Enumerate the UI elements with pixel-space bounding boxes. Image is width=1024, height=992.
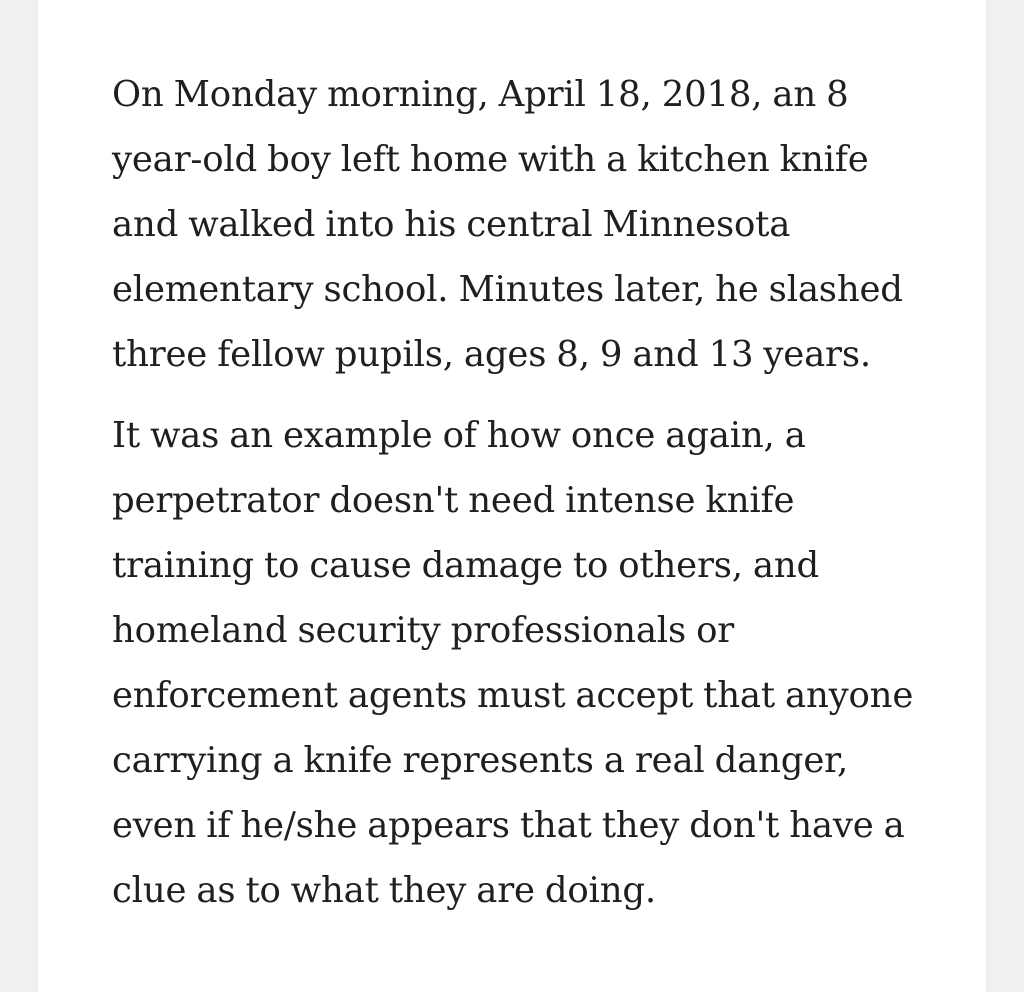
article-body: [112, 62, 942, 923]
article-paragraph-1: On Monday morning, April 18, 2018, an 8 year-old boy left home with a kitchen knife and walked into his central Minnesota elementary school. Minutes later, he slashed three fellow pupils, ages 8, 9 and 13 years.: [112, 74, 903, 375]
article-paragraph-2: It was an example of how once again, a perpetrator doesn't need intense knife training to cause damage to others, and homeland security professionals or enforcement agents must accept that anyone carrying a knife represents a real danger, even if he/she appears that they don't have a clue as to what they are doing.: [112, 415, 914, 911]
article-page: [38, 0, 986, 992]
